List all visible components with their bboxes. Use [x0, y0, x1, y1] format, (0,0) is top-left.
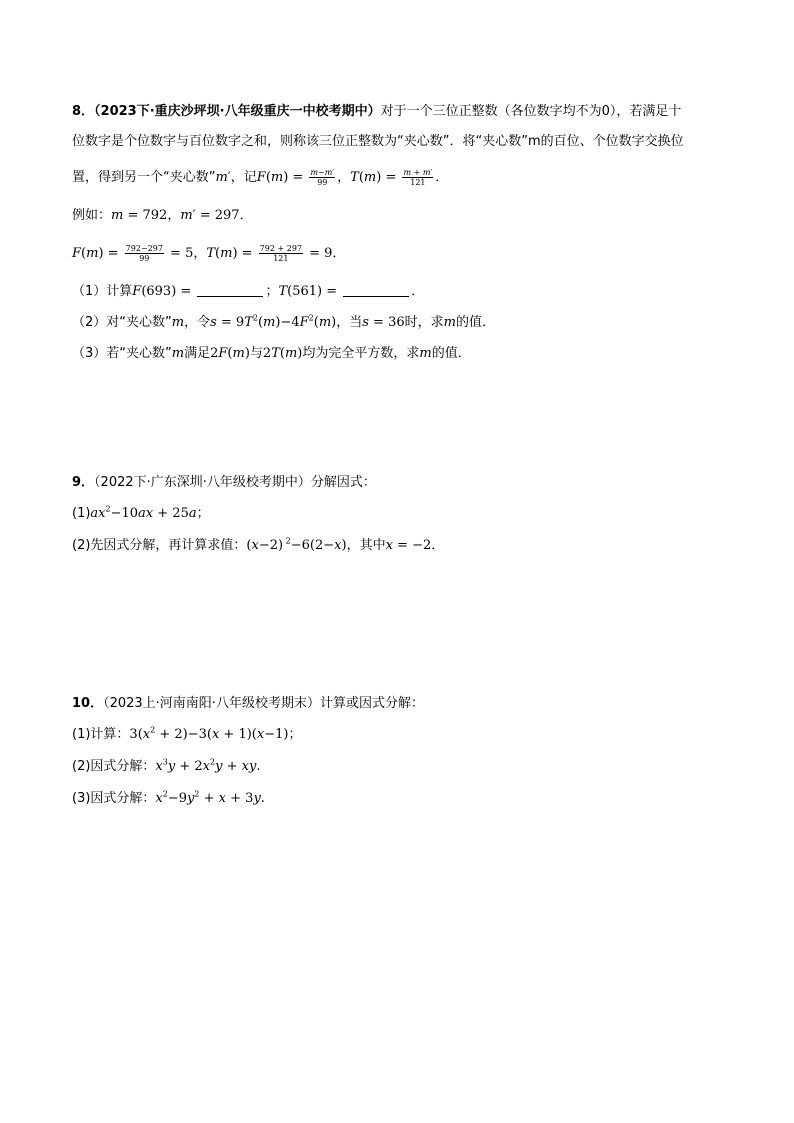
- q10-sub2: (2)因式分解：$x^3y + 2x^2y$ + xy.: [72, 757, 261, 774]
- q9-sub2-mid: ，其中: [346, 538, 386, 553]
- q10-sub1: (1)计算：$3(x^2 + 2)-3(x + 1)(x-1)$；: [72, 725, 302, 742]
- q8-sub2-b: ，令: [184, 315, 211, 330]
- q9-stem: 分解因式：: [310, 475, 376, 490]
- q8-example-line: 例如：m = 792，m′ = 297．: [72, 208, 253, 223]
- q10-sub3: (3)因式分解：$x^2-9y^2 + x + 3y$.: [72, 789, 265, 806]
- q8-sub1-label: （1）计算: [72, 284, 133, 299]
- q8-sub1-sep: ；: [265, 284, 279, 299]
- q10-line1: [72, 694, 424, 714]
- q8-sub3-e: 的值．: [431, 346, 471, 361]
- q8-frac-F: $\frac{m-m'}{99}$: [310, 168, 335, 187]
- q9-line1: [72, 473, 376, 493]
- q8-sub1-end: ．: [411, 284, 425, 299]
- q8-sub2-e: 的值．: [455, 315, 495, 330]
- q9-sub2: (2)先因式分解，再计算求值：(x−2) $^2$−6(2−x)，其中x = −2．: [72, 536, 445, 553]
- q10-stem: 计算或因式分解：: [319, 696, 424, 711]
- q8-example-calc: F(m) = $\frac{792-297}{99}$ = 5，T(m) = $\frac{792 + 297}{121}$ = 9．: [72, 244, 346, 263]
- q8-number: 8．: [72, 104, 95, 119]
- q8-sub2-d: 时，求: [404, 315, 444, 330]
- q8-stem-2: 位数字是个位数字与百位数字之和，则称该三位正整数为“夹心数”．将“夹心数”m的百位、个位数字交换位: [72, 134, 684, 149]
- q8-Fm-def: F: [256, 170, 266, 185]
- q8-line2: [72, 132, 684, 152]
- q8-example-label: 例如：: [72, 208, 112, 223]
- q10-sub1-label: (1)计算：: [72, 727, 130, 742]
- q8-answer-blank-1[interactable]: [197, 282, 263, 297]
- q8-stem-1: 对于一个三位正整数（各位数字均不为0），若满足十: [380, 104, 682, 119]
- q9-source: （2022下·广东深圳·八年级校考期中）: [94, 475, 311, 490]
- q10-source: （2023上·河南南阳·八年级校考期末）: [103, 696, 320, 711]
- q8-sub2-c: ，当: [336, 315, 363, 330]
- q10-sub2-label: (2)因式分解：: [72, 759, 156, 774]
- q8-line3: 置，得到另一个“夹心数”m′，记F(m) = $\frac{m-m'}{99}$ ，T(m) = $\frac{m + m'}{121}$ ．: [72, 168, 449, 187]
- q8-frac-T: $\frac{m + m'}{121}$: [403, 168, 433, 187]
- q8-frac-ex-F: $\frac{792-297}{99}$: [125, 244, 163, 263]
- q9-number: 9．: [72, 475, 95, 490]
- q8-sub3-b: 满足: [184, 346, 211, 361]
- q8-stem-3a: 置，得到另一个“夹心数”: [72, 170, 216, 185]
- q10-sub3-label: (3)因式分解：: [72, 791, 156, 806]
- q8-sub3-d: 均为完全平方数，求: [302, 346, 420, 361]
- q10-number: 10．: [72, 696, 104, 711]
- q8-stem-3b: ，记: [230, 170, 257, 185]
- q9-sub2-label: (2)先因式分解，再计算求值：: [72, 538, 247, 553]
- q8-mprime: m′: [215, 170, 231, 185]
- q8-sub3: （3）若“夹心数”m满足2F(m)与2T(m)均为完全平方数，求m的值．: [72, 346, 471, 361]
- q8-frac-ex-T: $\frac{792 + 297}{121}$: [259, 244, 302, 263]
- q8-sub2-a: （2）对“夹心数”: [72, 315, 172, 330]
- q8-sub1: （1）计算F(693) = ；T(561) = ．: [72, 284, 425, 299]
- q9-sub1: $(1)ax^2-10ax + 25a$；: [72, 504, 210, 521]
- q8-sub2: （2）对“夹心数”m，令$s = 9T^2(m)-4F^2(m)$，当s = 36时，求m的值．: [72, 313, 495, 330]
- q9-sub1-label: (1): [72, 506, 91, 521]
- q8-sub3-c: 与: [249, 346, 263, 361]
- q8-sub3-a: （3）若“夹心数”: [72, 346, 172, 361]
- q8-line1: [72, 102, 681, 122]
- q8-answer-blank-2[interactable]: [343, 282, 409, 297]
- q8-source: （2023下·重庆沙坪坝·八年级重庆一中校考期中）: [94, 104, 381, 119]
